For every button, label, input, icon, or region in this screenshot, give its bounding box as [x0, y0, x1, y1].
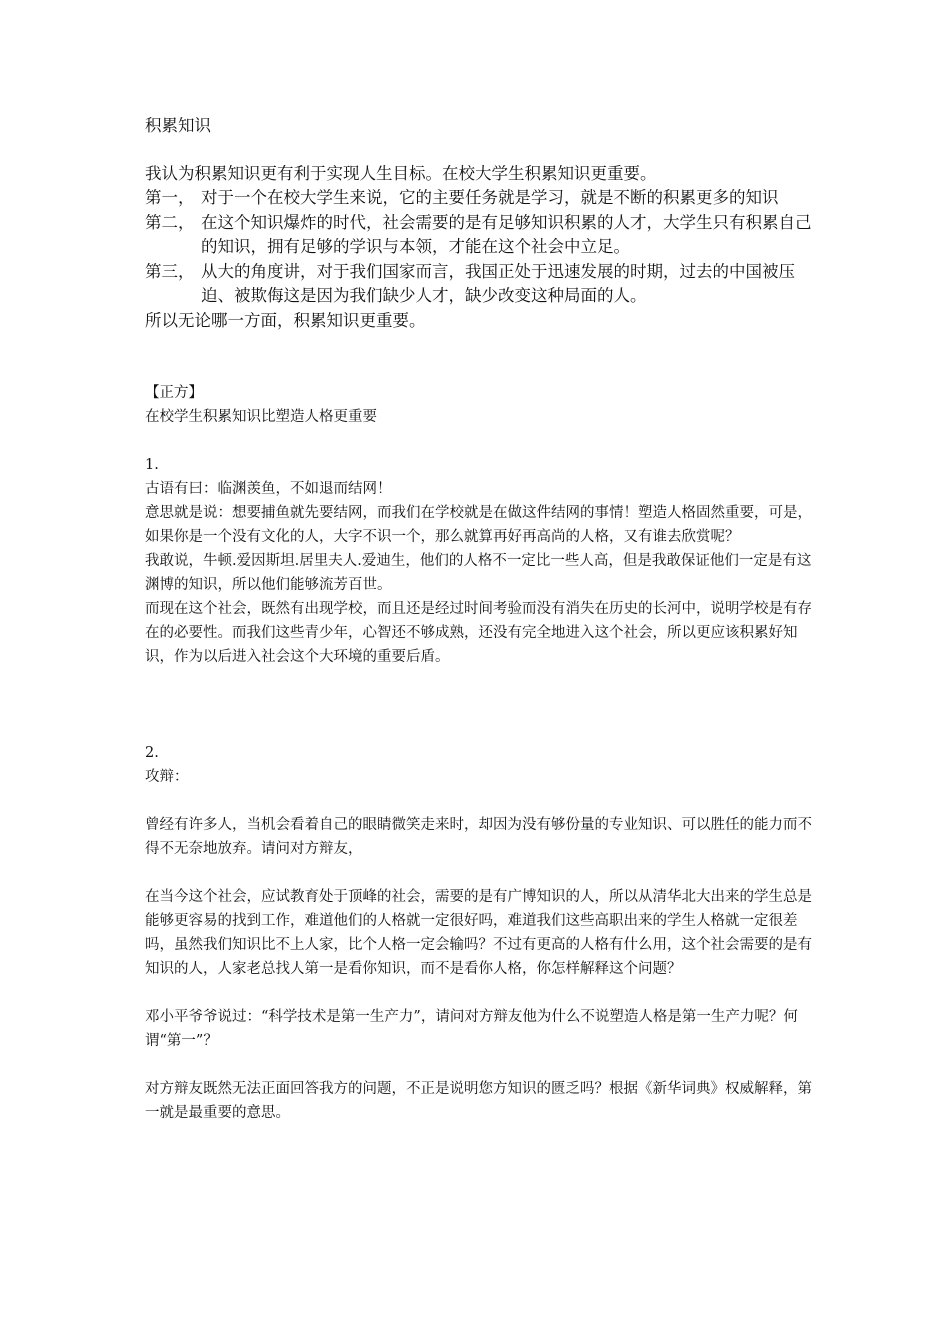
- point-text: 对于一个在校大学生来说，它的主要任务就是学习，就是不断的积累更多的知识: [201, 188, 779, 207]
- debate-side-label: 【正方】: [145, 385, 203, 401]
- part-heading: 攻辩：: [145, 769, 189, 785]
- point-text: 从大的角度讲，对于我们国家而言，我国正处于迅速发展的时期，过去的中国被压迫、被欺侮这是因为我们缺少人才，缺少改变这种局面的人。: [201, 262, 795, 305]
- document-page: [145, 114, 815, 1125]
- conclusion-paragraph: 所以无论哪一方面，积累知识更重要。: [145, 311, 426, 330]
- point-text: 在这个知识爆炸的时代，社会需要的是有足够知识积累的人才，大学生只有积累自己的知识，拥有足够的学识与本领，才能在这个社会中立足。: [201, 213, 812, 256]
- part-number: 2.: [145, 745, 159, 761]
- point-marker: 第一，: [145, 188, 195, 207]
- section-knowledge: [145, 114, 815, 333]
- point-marker: 第三，: [145, 262, 195, 281]
- body-paragraph: 意思就是说：想要捕鱼就先要结网，而我们在学校就是在做这件结网的事情！塑造人格固然重要，可是，如果你是一个没有文化的人，大字不识一个，那么就算再好再高尚的人格，又有谁去欣赏呢？: [145, 505, 812, 545]
- point-item: [145, 211, 815, 259]
- body-paragraph: 我敢说，牛顿.爱因斯坦.居里夫人.爱迪生，他们的人格不一定比一些人高，但是我敢保证他们一定是有这渊博的知识，所以他们能够流芳百世。: [145, 553, 812, 593]
- section-debate: [145, 381, 815, 1125]
- point-item: [145, 186, 815, 210]
- point-item: [145, 260, 815, 308]
- body-paragraph: 曾经有许多人，当机会看着自己的眼睛微笑走来时，却因为没有够份量的专业知识、可以胜任的能力而不得不无奈地放弃。请问对方辩友，: [145, 817, 812, 857]
- part-number: 1.: [145, 457, 159, 473]
- debate-motion: 在校学生积累知识比塑造人格更重要: [145, 409, 377, 425]
- body-paragraph: 邓小平爷爷说过：“科学技术是第一生产力”，请问对方辩友他为什么不说塑造人格是第一生产力呢？何谓“第一”？: [145, 1009, 798, 1049]
- quote-paragraph: 古语有曰：临渊羡鱼，不如退而结网！: [145, 481, 392, 497]
- intro-paragraph: 我认为积累知识更有利于实现人生目标。在校大学生积累知识更重要。: [145, 164, 657, 183]
- body-paragraph: 而现在这个社会，既然有出现学校，而且还是经过时间考验而没有消失在历史的长河中，说明学校是有存在的必要性。而我们这些青少年，心智还不够成熟，还没有完全地进入这个社会，所以更应该积累好知识，作为以后进入社会这个大环境的重要后盾。: [145, 601, 812, 665]
- section-title: 积累知识: [145, 116, 211, 135]
- body-paragraph: 对方辩友既然无法正面回答我方的问题，不正是说明您方知识的匮乏吗？根据《新华词典》权威解释，第一就是最重要的意思。: [145, 1081, 812, 1121]
- body-paragraph: 在当今这个社会，应试教育处于顶峰的社会，需要的是有广博知识的人，所以从清华北大出来的学生总是能够更容易的找到工作，难道他们的人格就一定很好吗，难道我们这些高职出来的学生人格就一定很差吗，虽然我们知识比不上人家，比个人格一定会输吗？不过有更高的人格有什么用，这个社会需要的是有知识的人，人家老总找人第一是看你知识，而不是看你人格，你怎样解释这个问题？: [145, 889, 812, 977]
- point-marker: 第二，: [145, 213, 195, 232]
